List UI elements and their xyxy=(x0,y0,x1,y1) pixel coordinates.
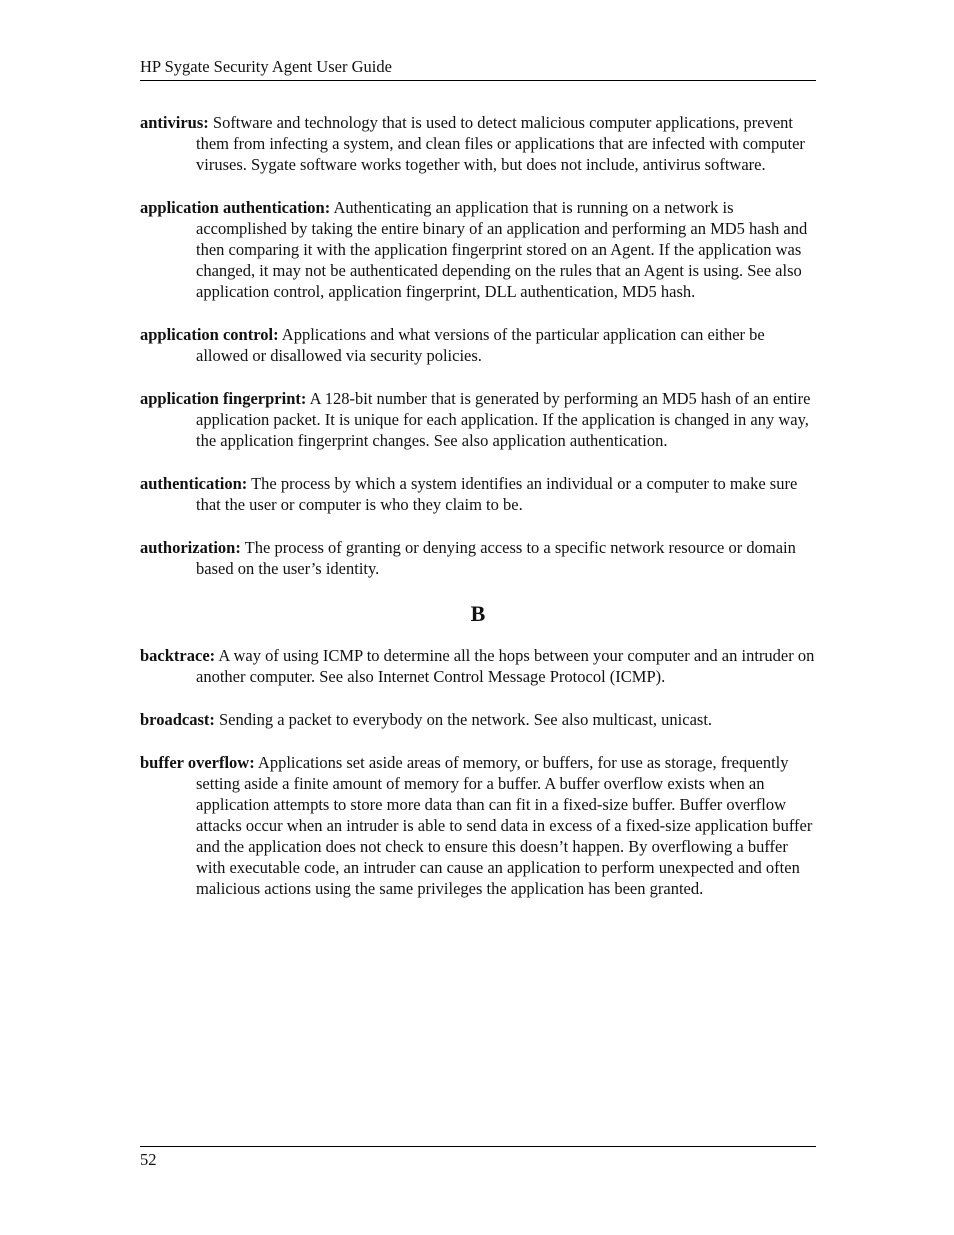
glossary-term: backtrace: xyxy=(140,646,216,665)
page-number: 52 xyxy=(140,1150,157,1169)
glossary-term: application authentication: xyxy=(140,198,331,217)
glossary-definition: The process of granting or denying access to a specific network resource or domain based on the user’s identity. xyxy=(196,538,796,578)
glossary-definition: Applications and what versions of the particular application can either be allowed or disallowed via security policies. xyxy=(196,325,765,365)
glossary-definition: Authenticating an application that is running on a network is accomplished by taking the entire binary of an application and performing an MD5 hash and then comparing it with the application fingerprint stored on an Agent. If the application was changed, it may not be authenticated depending on the rules that an Agent is using. See also application control, application fingerprint, DLL authentication, MD5 hash. xyxy=(196,198,808,301)
glossary-definition: Sending a packet to everybody on the network. See also multicast, unicast. xyxy=(219,710,713,729)
glossary-entry-broadcast xyxy=(140,709,816,730)
glossary-entry-backtrace xyxy=(140,645,816,687)
glossary-definition: Software and technology that is used to detect malicious computer applications, prevent them from infecting a system, and clean files or applications that are infected with computer viruses. Sygate software works together with, but does not include, antivirus software. xyxy=(196,113,805,174)
glossary-entry-application-control xyxy=(140,324,816,366)
section-heading-b: B xyxy=(470,601,486,626)
glossary-entry-authentication xyxy=(140,473,816,515)
glossary-entry-application-fingerprint xyxy=(140,388,816,451)
glossary-term: broadcast: xyxy=(140,710,215,729)
glossary-term: buffer overflow: xyxy=(140,753,255,772)
glossary-term: application fingerprint: xyxy=(140,389,307,408)
running-header xyxy=(140,56,816,81)
glossary-entry-authorization xyxy=(140,537,816,579)
glossary-term: authentication: xyxy=(140,474,248,493)
glossary-definition: Applications set aside areas of memory, or buffers, for use as storage, frequently setting aside a finite amount of memory for a buffer. A buffer overflow exists when an application attempts to store more data than can fit in a fixed-size buffer. Buffer overflow attacks occur when an intruder is able to send data in excess of a fixed-size application buffer and the application does not check to ensure this doesn’t happen. By overflowing a buffer with executable code, an intruder can cause an application to perform unexpected and often malicious actions using the same privileges the application has been granted. xyxy=(196,753,813,898)
glossary-content xyxy=(140,112,816,921)
glossary-definition: The process by which a system identifies an individual or a computer to make sure that the user or computer is who they claim to be. xyxy=(196,474,798,514)
glossary-definition: A 128-bit number that is generated by performing an MD5 hash of an entire application packet. It is unique for each application. If the application is changed in any way, the application fingerprint changes. See also application authentication. xyxy=(196,389,811,450)
glossary-entry-antivirus xyxy=(140,112,816,175)
glossary-term: application control: xyxy=(140,325,279,344)
glossary-entry-buffer-overflow xyxy=(140,752,816,899)
document-title: HP Sygate Security Agent User Guide xyxy=(140,57,392,76)
running-footer xyxy=(140,1146,816,1171)
glossary-entry-application-authentication xyxy=(140,197,816,302)
glossary-term: antivirus: xyxy=(140,113,209,132)
glossary-term: authorization: xyxy=(140,538,241,557)
glossary-definition: A way of using ICMP to determine all the hops between your computer and an intruder on another computer. See also Internet Control Message Protocol (ICMP). xyxy=(196,646,815,686)
